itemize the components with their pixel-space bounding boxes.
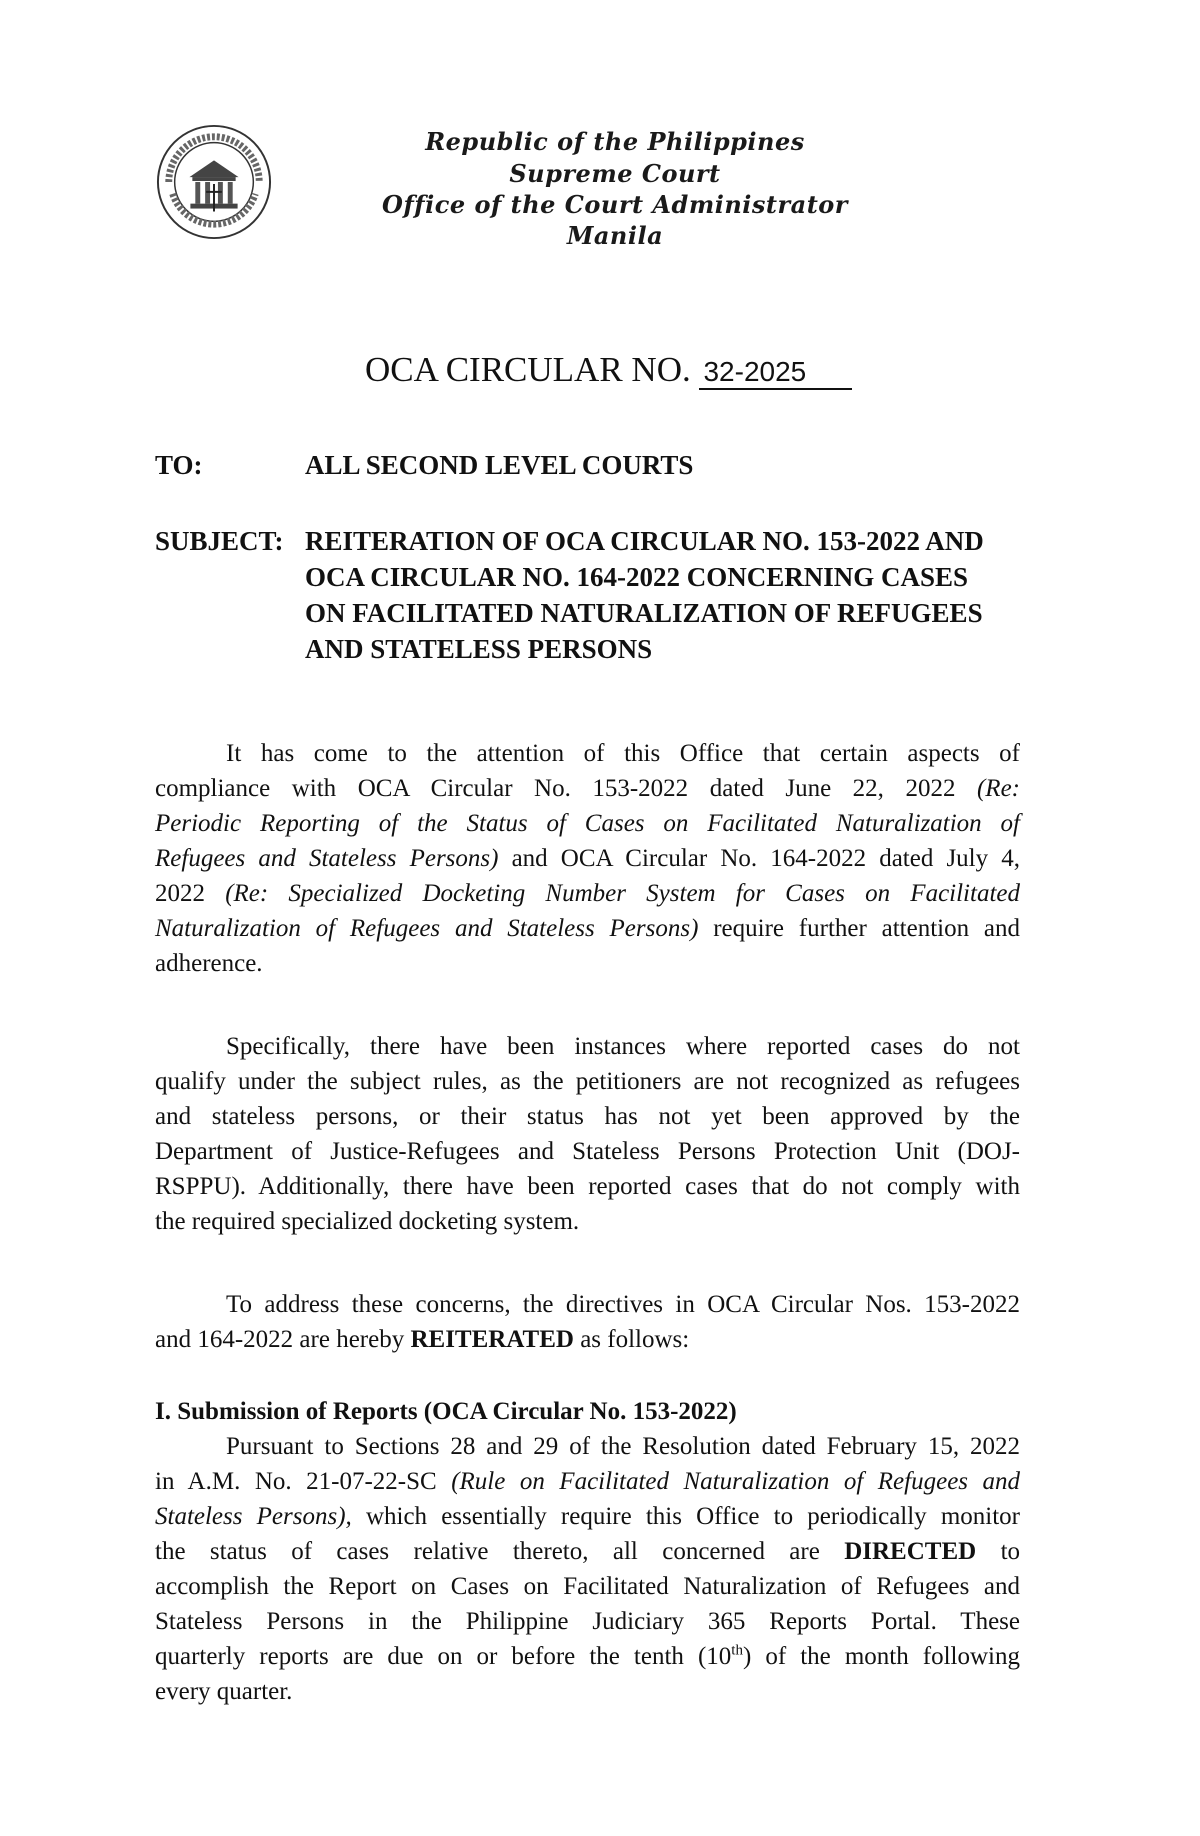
to-label: TO: [155,450,203,480]
letterhead-republic: Republic of the Philippines [425,127,805,156]
p1-line-5: 2022 (Re: Specialized Docketing Number System for Cases on Facilitated [155,880,1020,907]
p2-line-4: Department of Justice-Refugees and Stateless Persons Protection Unit (DOJ- [155,1138,1020,1165]
s1-line-2: in A.M. No. 21-07-22-SC (Rule on Facilitated Naturalization of Refugees and [155,1468,1021,1495]
s1-line-5: accomplish the Report on Cases on Facilitated Naturalization of Refugees and [155,1573,1020,1600]
p3-line-2: and 164-2022 are hereby REITERATED as follows: [155,1326,690,1353]
p1-line-1: It has come to the attention of this Office that certain aspects of [226,740,1020,767]
to-value: ALL SECOND LEVEL COURTS [305,450,694,480]
p2-line-5: RSPPU). Additionally, there have been reported cases that do not comply with [155,1173,1020,1200]
circular-title-prefix: OCA CIRCULAR NO. [365,350,691,389]
s1-line-4: the status of cases relative thereto, all concerned are DIRECTED to [155,1538,1021,1565]
p3-line-1: To address these concerns, the directives in OCA Circular Nos. 153-2022 [226,1291,1020,1318]
p2-line-3: and stateless persons, or their status has not yet been approved by the [155,1103,1020,1130]
p1-line-6: Naturalization of Refugees and Stateless Persons) require further attention and [155,915,1020,942]
s1-line-3: Stateless Persons), which essentially require this Office to periodically monitor [155,1503,1021,1530]
letterhead-office: Office of the Court Administrator [382,190,848,219]
oca-seal-logo [155,123,273,241]
subject-line-3: ON FACILITATED NATURALIZATION OF REFUGEES [305,598,983,628]
s1-line-7: quarterly reports are due on or before the tenth (10th) of the month following [155,1642,1020,1670]
letterhead-supreme-court: Supreme Court [509,159,721,188]
subject-line-4: AND STATELESS PERSONS [305,634,653,664]
subject-line-2: OCA CIRCULAR NO. 164-2022 CONCERNING CASES [305,562,969,592]
p2-line-1: Specifically, there have been instances where reported cases do not [226,1033,1020,1060]
s1-line-6: Stateless Persons in the Philippine Judiciary 365 Reports Portal. These [155,1608,1020,1635]
p1-line-3: Periodic Reporting of the Status of Cases on Facilitated Naturalization of [155,810,1020,837]
p1-line-7: adherence. [155,950,263,977]
circular-number: 32-2025 [699,356,852,390]
subject-label: SUBJECT: [155,526,284,556]
section-1-heading: I. Submission of Reports (OCA Circular No. 153-2022) [155,1398,737,1425]
subject-line-1: REITERATION OF OCA CIRCULAR NO. 153-2022 AND [305,526,984,556]
s1-line-8: every quarter. [155,1678,293,1705]
p2-line-6: the required specialized docketing system. [155,1208,580,1235]
p1-line-2: compliance with OCA Circular No. 153-2022 dated June 22, 2022 (Re: [155,775,1020,802]
p2-line-2: qualify under the subject rules, as the petitioners are not recognized as refugees [155,1068,1020,1095]
letterhead-city: Manila [566,221,664,250]
circular-title [365,350,852,390]
p1-line-4: Refugees and Stateless Persons) and OCA Circular No. 164-2022 dated July 4, [155,845,1020,872]
s1-line-1: Pursuant to Sections 28 and 29 of the Resolution dated February 15, 2022 [226,1433,1020,1460]
